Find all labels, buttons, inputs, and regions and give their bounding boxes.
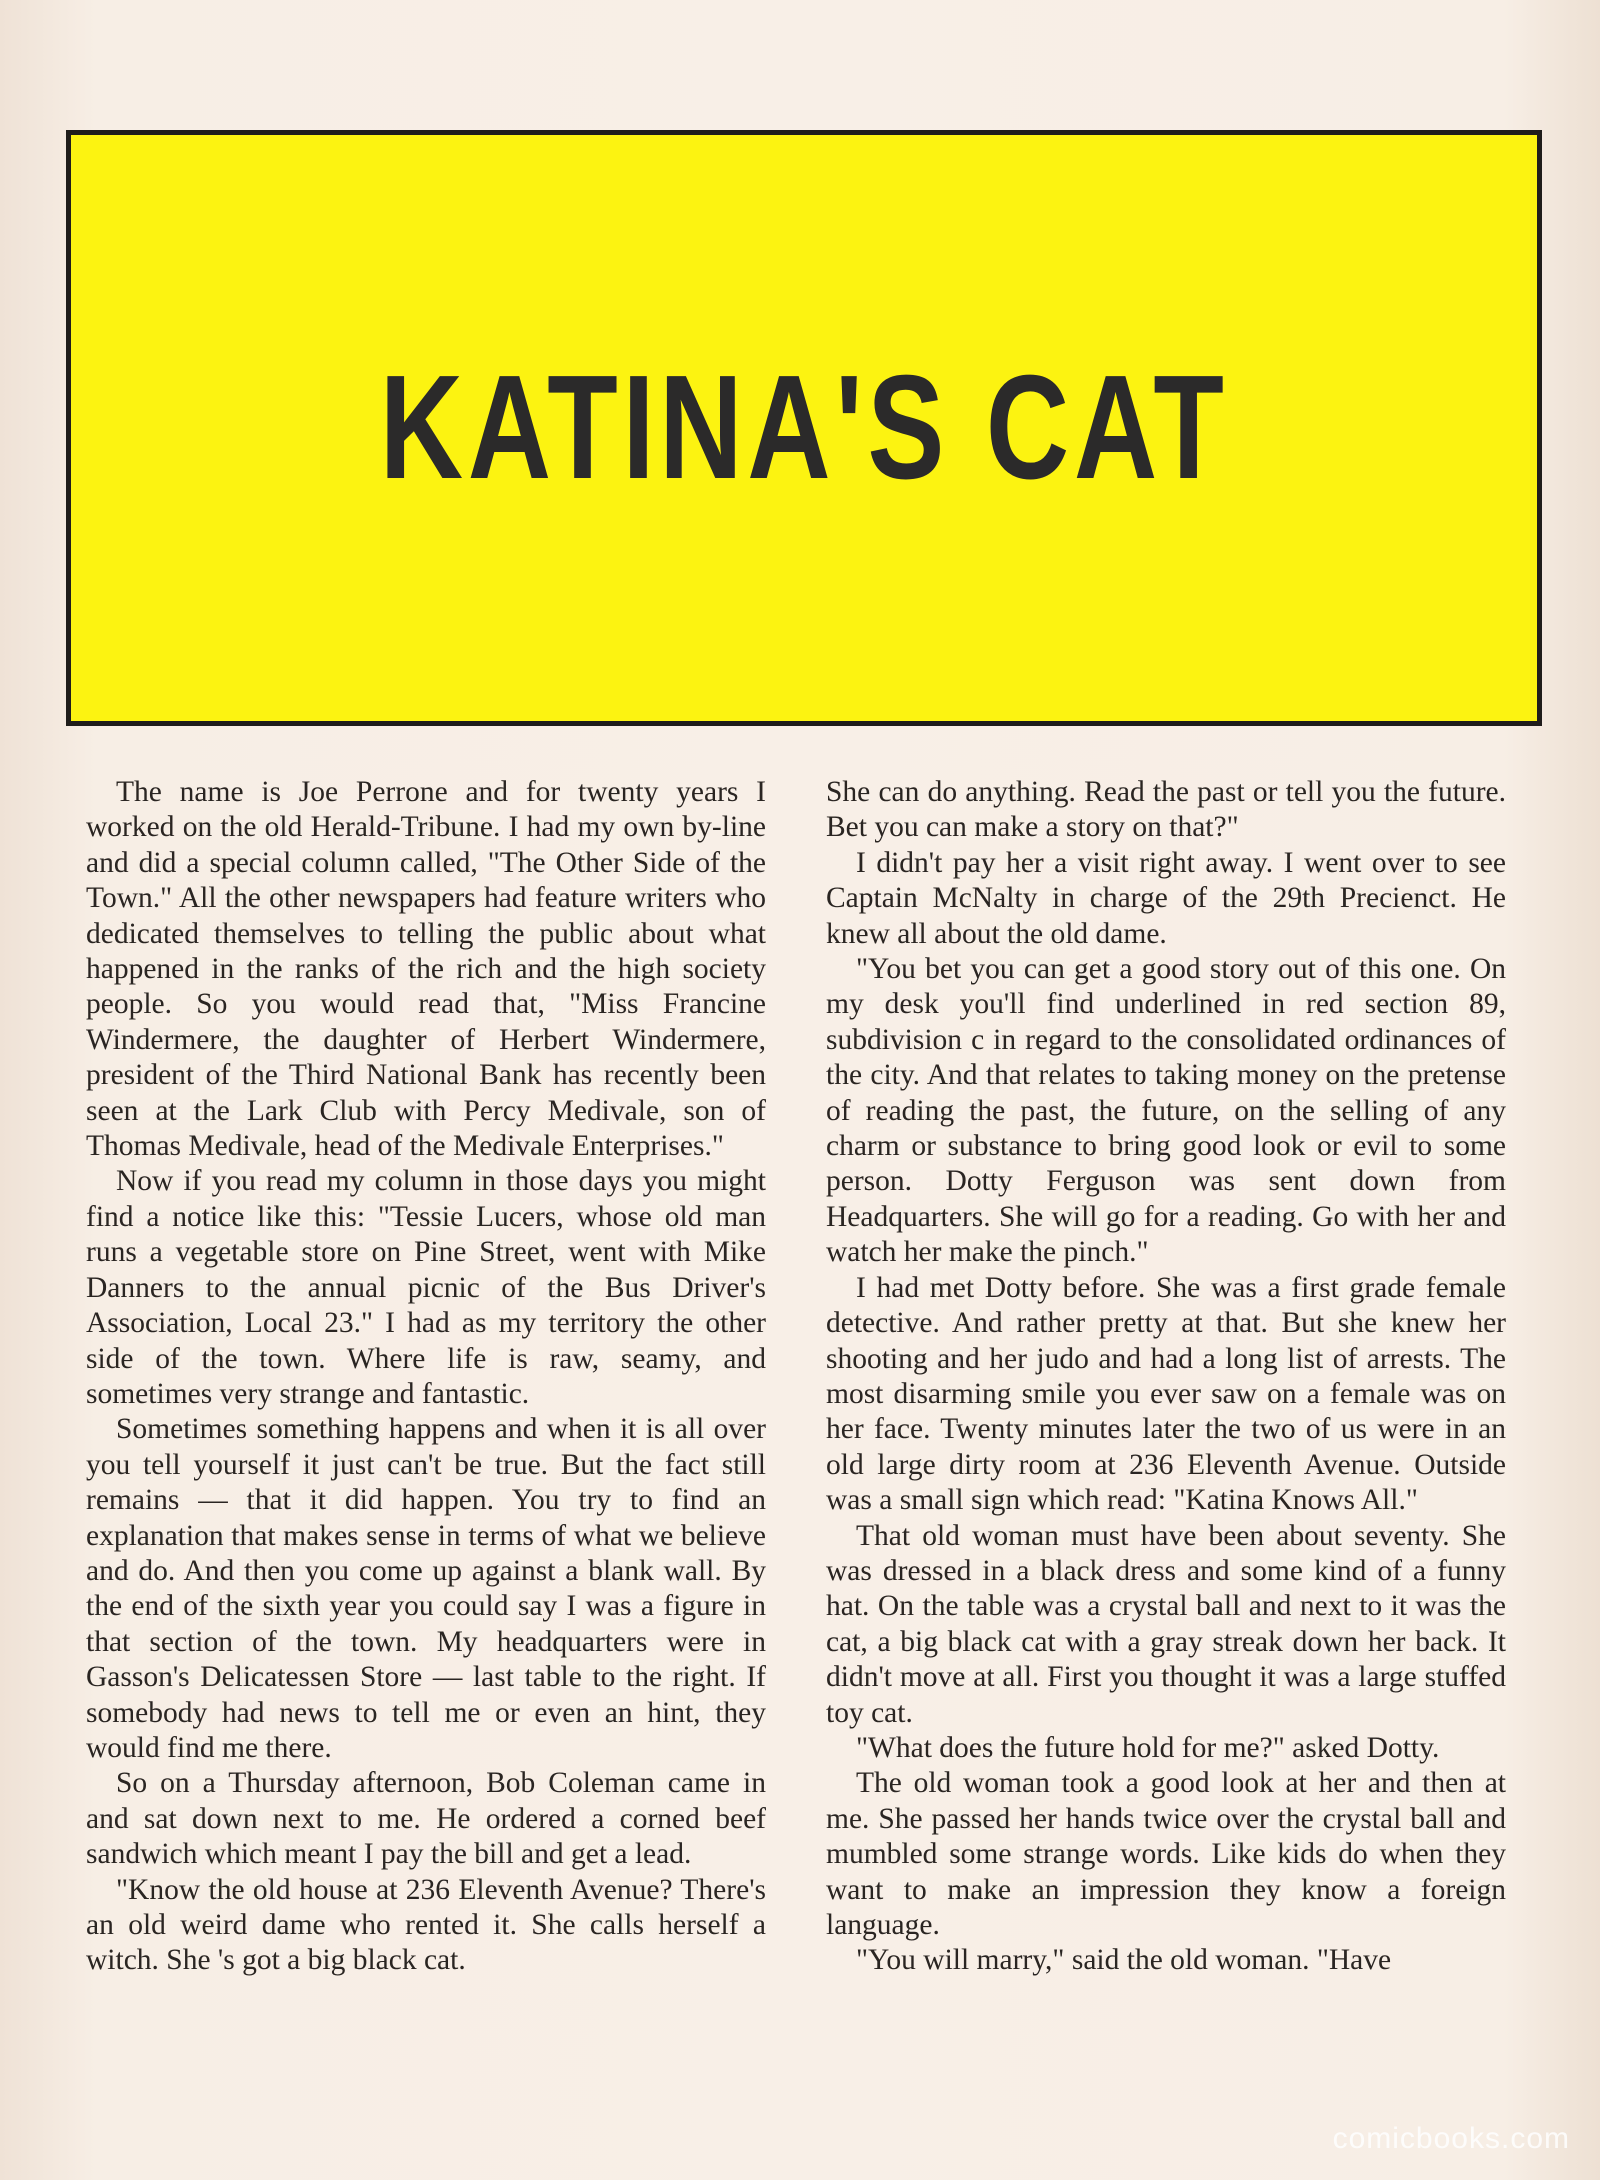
paragraph: "What does the future hold for me?" asked Dotty. [856,1731,1440,1764]
paragraph: Now if you read my column in those days you might find a notice like this: "Tessie Lucers, whose old man runs a vegetable store on Pine Street, went with Mike Danners to the annual picnic of the Bus Driver's Association, Local 23." I had as my territory the other side of the town. Where life is raw, seamy, and sometimes very strange and fantastic. [86,1165,766,1410]
paragraph: "You will marry," said the old woman. "Have [856,1944,1392,1977]
paragraph: I had met Dotty before. She was a first grade female detective. And rather pretty at that. But she knew her shooting and her judo and had a long list of arrests. The most disarming smile you ever saw on a female was on her face. Twenty minutes later the two of us were in an old large dirty room at 236 Eleventh Avenue. Outside was a small sign which read: "Katina Knows All." [826,1271,1506,1517]
text-column-right [826,775,1506,1979]
paragraph: So on a Thursday afternoon, Bob Coleman came in and sat down next to me. He ordered a corned beef sandwich which meant I pay the bill and get a lead. [86,1767,766,1871]
paragraph: The name is Joe Perrone and for twenty years I worked on the old Herald-Tribune. I had my own by-line and did a special column called, "The Other Side of the Town." All the other newspapers had feature writers who dedicated themselves to telling the public about what happened in the ranks of the rich and the high society people. So you would read that, "Miss Francine Windermere, the daughter of Herbert Windermere, president of the Third National Bank has recently been seen at the Lark Club with Percy Medivale, son of Thomas Medivale, head of the Medivale Enterprises." [86,776,766,1163]
paragraph: The old woman took a good look at her and then at me. She passed her hands twice over the crystal ball and mumbled some strange words. Like kids do when they want to make an impression they know a foreign language. [826,1767,1506,1941]
paragraph: "You bet you can get a good story out of this one. On my desk you'll find underlined in red section 89, subdivision c in regard to the consolidated ordinances of the city. And that relates to taking money on the pretense of reading the past, the future, on the selling of any charm or substance to bring good look or evil to some person. Dotty Ferguson was sent down from Headquarters. She will go for a reading. Go with her and watch her make the pinch." [826,953,1506,1269]
title-banner [66,130,1542,726]
story-title: KATINA'S CAT [379,345,1229,510]
paragraph: I didn't pay her a visit right away. I went over to see Captain McNalty in charge of the 29th Precienct. He knew all about the old dame. [826,846,1506,950]
paragraph: She can do anything. Read the past or tell you the future. Bet you can make a story on that?" [826,776,1506,844]
watermark: comicbooks.com [1332,2122,1570,2155]
text-column-left [86,775,766,1979]
paragraph: "Know the old house at 236 Eleventh Avenue? There's an old weird dame who rented it. She calls herself a witch. She 's got a big black cat. [86,1873,766,1977]
paragraph: Sometimes something happens and when it is all over you tell yourself it just can't be true. But the fact still remains — that it did happen. You try to find an explanation that makes sense in terms of what we believe and do. And then you come up against a blank wall. By the end of the sixth year you could say I was a figure in that section of the town. My headquarters were in Gasson's Delicatessen Store — last table to the right. If somebody had news to tell me or even an hint, they would find me there. [86,1413,766,1764]
paragraph: That old woman must have been about seventy. She was dressed in a black dress and some kind of a funny hat. On the table was a crystal ball and next to it was the cat, a big black cat with a gray streak down her back. It didn't move at all. First you thought it was a large stuffed toy cat. [826,1519,1506,1729]
